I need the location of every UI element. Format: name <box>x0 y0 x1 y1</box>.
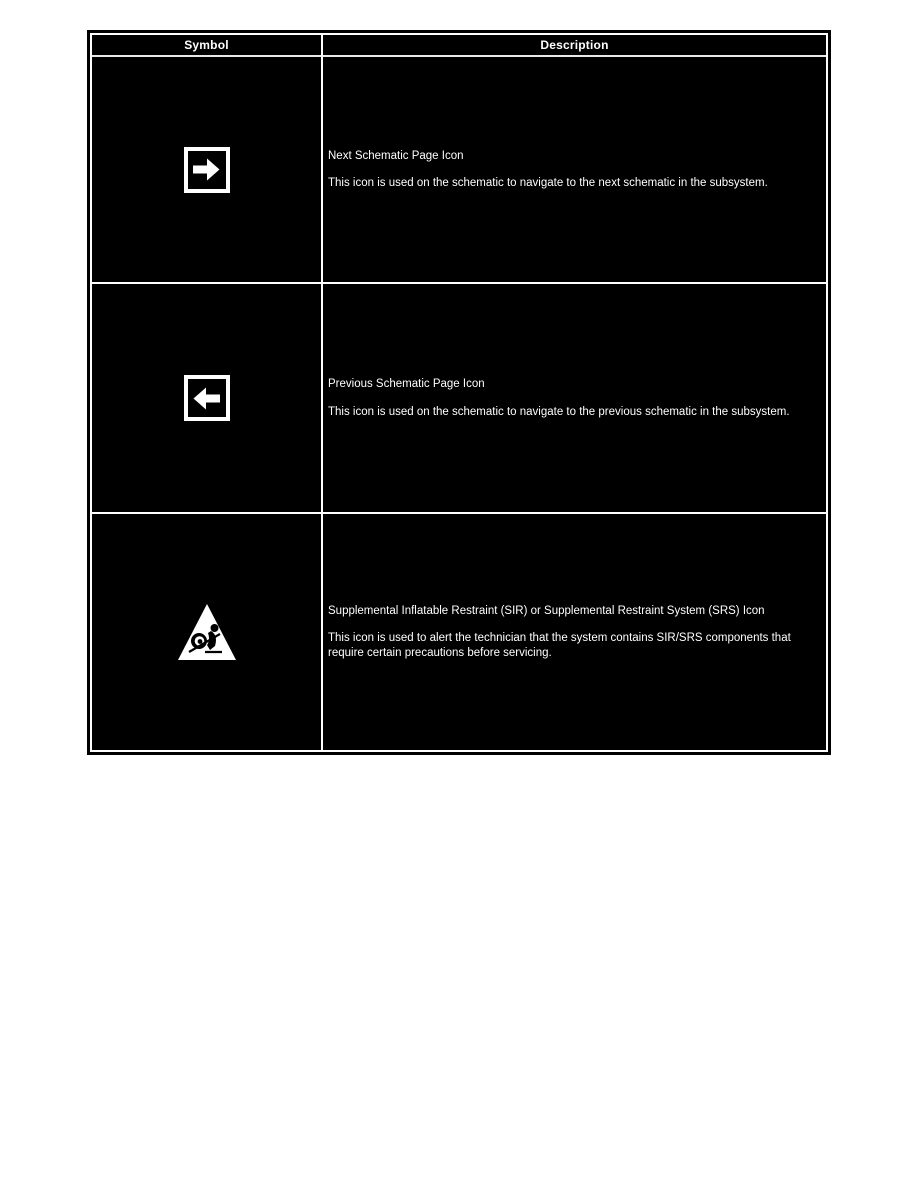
symbol-column-header: Symbol <box>92 35 323 57</box>
table-row-symbol-cell <box>92 514 323 750</box>
row-title: Previous Schematic Page Icon <box>328 378 485 390</box>
row-title: Next Schematic Page Icon <box>328 149 464 162</box>
row-body: This icon is used to alert the technician that the system contains SIR/SRS components that require certain precautions before servicing. <box>328 632 791 659</box>
next-schematic-page-icon <box>184 147 230 193</box>
previous-schematic-page-icon <box>184 375 230 421</box>
table-row-symbol-cell <box>92 57 323 284</box>
row-title: Supplemental Inflatable Restraint (SIR) or Supplemental Restraint System (SRS) Icon <box>328 604 765 617</box>
row-body: This icon is used on the schematic to navigate to the previous schematic in the subsystem. <box>328 405 790 418</box>
table-row-symbol-cell <box>92 284 323 514</box>
description-column-header: Description <box>323 35 826 57</box>
symbol-description-table <box>87 30 831 755</box>
row-body: This icon is used on the schematic to navigate to the next schematic in the subsystem. <box>328 177 768 189</box>
table-row-description-cell <box>323 57 826 284</box>
table-row-description-cell <box>323 514 826 750</box>
table-grid <box>92 35 826 750</box>
sir-srs-warning-icon <box>177 603 237 661</box>
table-row-description-cell <box>323 284 826 514</box>
